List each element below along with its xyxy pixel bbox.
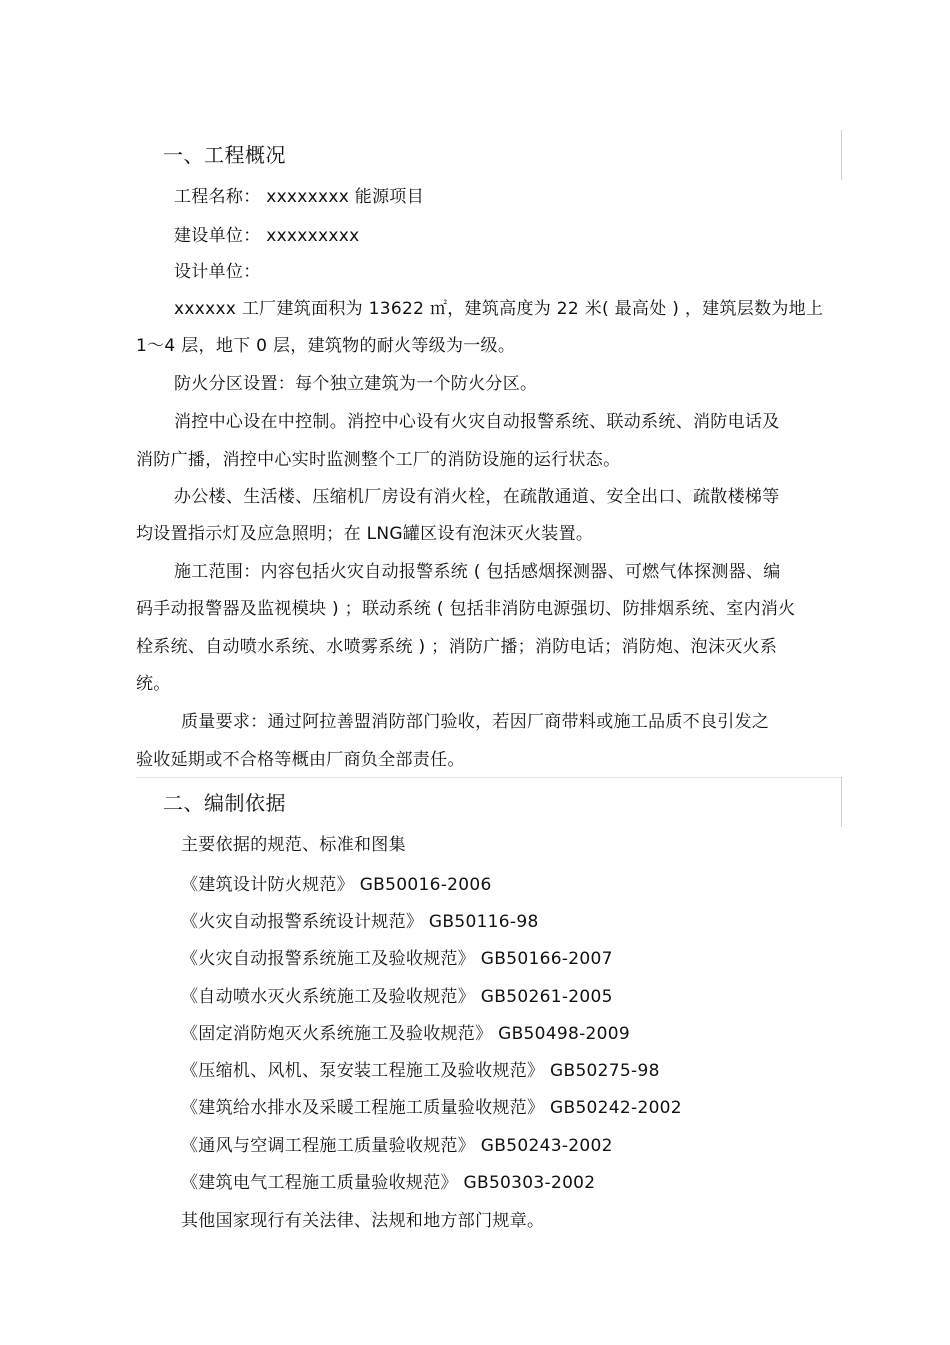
standard-item: 《火灾自动报警系统施工及验收规范》 GB50166-2007 bbox=[181, 949, 613, 969]
section-divider bbox=[136, 777, 842, 778]
owner-line: 建设单位： xxxxxxxxx bbox=[174, 226, 360, 246]
page-edge-line bbox=[841, 130, 842, 180]
paragraph-line: 栓系统、自动喷水系统、水喷雾系统 ) ；消防广播；消防电话；消防炮、泡沫灭火系 bbox=[136, 637, 778, 657]
section-heading: 一、工程概况 bbox=[163, 143, 286, 167]
designer-line: 设计单位： bbox=[174, 262, 261, 282]
paragraph-line: 验收延期或不合格等概由厂商负全部责任。 bbox=[136, 750, 465, 770]
paragraph-line: 办公楼、生活楼、压缩机厂房设有消火栓，在疏散通道、安全出口、疏散楼梯等 bbox=[174, 487, 780, 507]
standard-item: 《固定消防炮灭火系统施工及验收规范》 GB50498-2009 bbox=[181, 1024, 631, 1044]
paragraph-line: 消控中心设在中控制。消控中心设有火灾自动报警系统、联动系统、消防电话及 bbox=[174, 412, 780, 432]
closing-line: 其他国家现行有关法律、法规和地方部门规章。 bbox=[181, 1211, 545, 1231]
section-heading: 二、编制依据 bbox=[163, 791, 286, 815]
paragraph-line: 均设置指示灯及应急照明；在 LNG罐区设有泡沫灭火装置。 bbox=[136, 524, 594, 544]
paragraph-line: 消防广播，消控中心实时监测整个工厂的消防设施的运行状态。 bbox=[136, 450, 621, 470]
paragraph-line: xxxxxx 工厂建筑面积为 13622 ㎡，建筑高度为 22 米( 最高处 ) ，建筑层数为地上 bbox=[174, 299, 824, 319]
paragraph-line: 统。 bbox=[136, 674, 171, 694]
paragraph-line: 1～4 层，地下 0 层，建筑物的耐火等级为一级。 bbox=[136, 336, 516, 356]
paragraph-line: 码手动报警器及监视模块 ) ；联动系统 ( 包括非消防电源强切、防排烟系统、室内消火 bbox=[136, 599, 796, 619]
basis-intro: 主要依据的规范、标准和图集 bbox=[181, 835, 406, 855]
standard-item: 《压缩机、风机、泵安装工程施工及验收规范》 GB50275-98 bbox=[181, 1061, 660, 1081]
standard-item: 《建筑设计防火规范》 GB50016-2006 bbox=[181, 875, 492, 895]
project-name-line: 工程名称： xxxxxxxx 能源项目 bbox=[174, 187, 424, 207]
standard-item: 《建筑给水排水及采暖工程施工质量验收规范》 GB50242-2002 bbox=[181, 1098, 682, 1118]
page-edge-line bbox=[841, 777, 842, 827]
standard-item: 《火灾自动报警系统设计规范》 GB50116-98 bbox=[181, 912, 539, 932]
paragraph-line: 质量要求：通过阿拉善盟消防部门验收，若因厂商带料或施工品质不良引发之 bbox=[181, 712, 770, 732]
paragraph-line: 施工范围：内容包括火灾自动报警系统 ( 包括感烟探测器、可燃气体探测器、编 bbox=[174, 562, 781, 582]
standard-item: 《通风与空调工程施工质量验收规范》 GB50243-2002 bbox=[181, 1136, 613, 1156]
standard-item: 《建筑电气工程施工质量验收规范》 GB50303-2002 bbox=[181, 1173, 596, 1193]
paragraph-line: 防火分区设置：每个独立建筑为一个防火分区。 bbox=[174, 374, 538, 394]
standard-item: 《自动喷水灭火系统施工及验收规范》 GB50261-2005 bbox=[181, 987, 613, 1007]
